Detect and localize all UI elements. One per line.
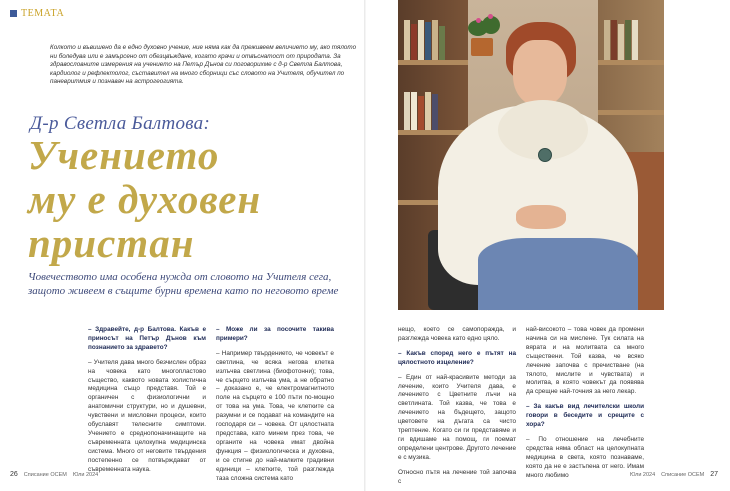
text-column-1 [88,326,206,481]
page-number: 27 [710,471,718,478]
books-row [404,20,445,60]
issue-date: Юли 2024 [629,471,656,478]
interview-answer: – Например твърдението, че човекът е светлина, че всяка негова клетка излъчва светлина (биофотонни); това, че сърцето излъчва ума, а не обратно – доказано е, че електромагнитното поле на сърцето е 100 пъти по-мощно от това на ума. Това, че клетките са разумни и се подават на командите на господаря си – човека. От цялостната представа, като минем през това, че органите на човека имат двойна функция – физиологическа и духовна, и се стигне до най-малките градивни единици – клетките, той разглежда таза сложна система като [216,349,334,482]
footer-right [630,471,718,478]
section-label: ТЕМАТА [21,8,65,19]
headline-line: пристан [28,220,195,266]
footer-left [10,471,98,478]
text-column-2 [216,326,334,489]
interview-question: – Здравейте, д-р Балтова. Какъв е приносът на Петър Дънов към познанието за здравето? [88,326,206,351]
text-column-3 [398,326,516,491]
interview-answer: най-високото – това човек да промени начина си на мислене. Тук силата на вярата и на молитвата са много съществени. Той казва, че всяко лечение започва с пречистване (на тялото, мислите и чувствата) и молитва, в която човекът да появява да срещне най-точния за него лекар. [526,326,644,396]
interview-answer: – Учителя дава много безчислен образ на човека като многопластово същество, каквото новата холистична медицина също представя. Той е органичен с физиологични и анатомични структури, но и душевни, чувствени и мисловни процеси, които обуславят телесните симптоми. Учението е среднопоначинащите на съвременната целокупна медицинска система. Много от неговите твърдения постепенно се потвърждават от съвременната наука. [88,358,206,473]
headline-line: Учението [28,132,220,178]
portrait-photo [398,0,664,310]
interview-answer: нещо, което се самопоражда, и разглежда човека като едно цяло. [398,326,516,342]
interview-answer: – По отношение на лечебните средства няма област на целокупната медицина в света, която познаваме, която да не е застъпена от него. Имам много любимо [526,435,644,479]
article-lede: Колкото и въвишено да е едно духовно учение, ние няма как да преживеем величието му, ако тялото ни боледува или е замърсено от обезцвъждане, когато крачи и отвъснатост от природата. За здравословните измерения на учението на Петър Дънов си поговорихме с д-р Светла Балтова, кардиолог и рефлектолог, съставител на много сборници със словото на Учителя, обучител по паневритмия и познавач на астрогеогията. [50,44,357,86]
interview-answer: Относно пътя на лечение той започва с [398,468,516,485]
shelf-board [598,60,664,65]
article-headline [28,133,368,265]
flower [488,14,493,19]
interview-question: – Какъв според него е пътят на цялостното изцеление? [398,349,516,366]
woman-face [513,40,567,106]
interviewee-name: Д-р Светла Балтова: [30,113,211,134]
books-row [604,20,638,60]
magazine-name: Списание ОСЕМ [661,471,705,478]
plant-pot [471,38,493,56]
flower [476,18,481,23]
woman-hands [516,205,566,229]
woman-jeans [478,238,638,310]
interview-question: – Може ли за посочите такива примери? [216,326,334,342]
issue-date: Юли 2024 [72,471,99,478]
text-column-4 [526,326,644,487]
article-subhead: Човечеството има особена нужда от словото на Учителя сега, защото живеем в същите бурни времена като по неговото време [28,271,339,297]
magazine-name: Списание ОСЕМ [23,471,67,478]
interview-answer: – Един от най-красивите методи за лечение, които Учителя дава, е лечението с Цветните лъчи на светлината. Той казва, че това е лечението на бъдещето, защото цветовете на дъгата са чисто трептение. Когато си ги представяме и ги вдишаме на помощ, ги поемат определени центрове. Другото лечение е с музика. [398,373,516,461]
page-number: 26 [10,471,18,478]
shelf-board [398,130,468,135]
section-square-icon [10,10,17,17]
books-row [404,92,438,130]
interview-question: – За какъв вид лечителски школи говори в беседите и срещите с хора? [526,403,644,429]
section-tag [10,8,64,19]
brooch [538,148,552,162]
shelf-board [598,110,664,115]
headline-line: му е духовен [28,176,262,222]
shelf-board [398,60,468,65]
